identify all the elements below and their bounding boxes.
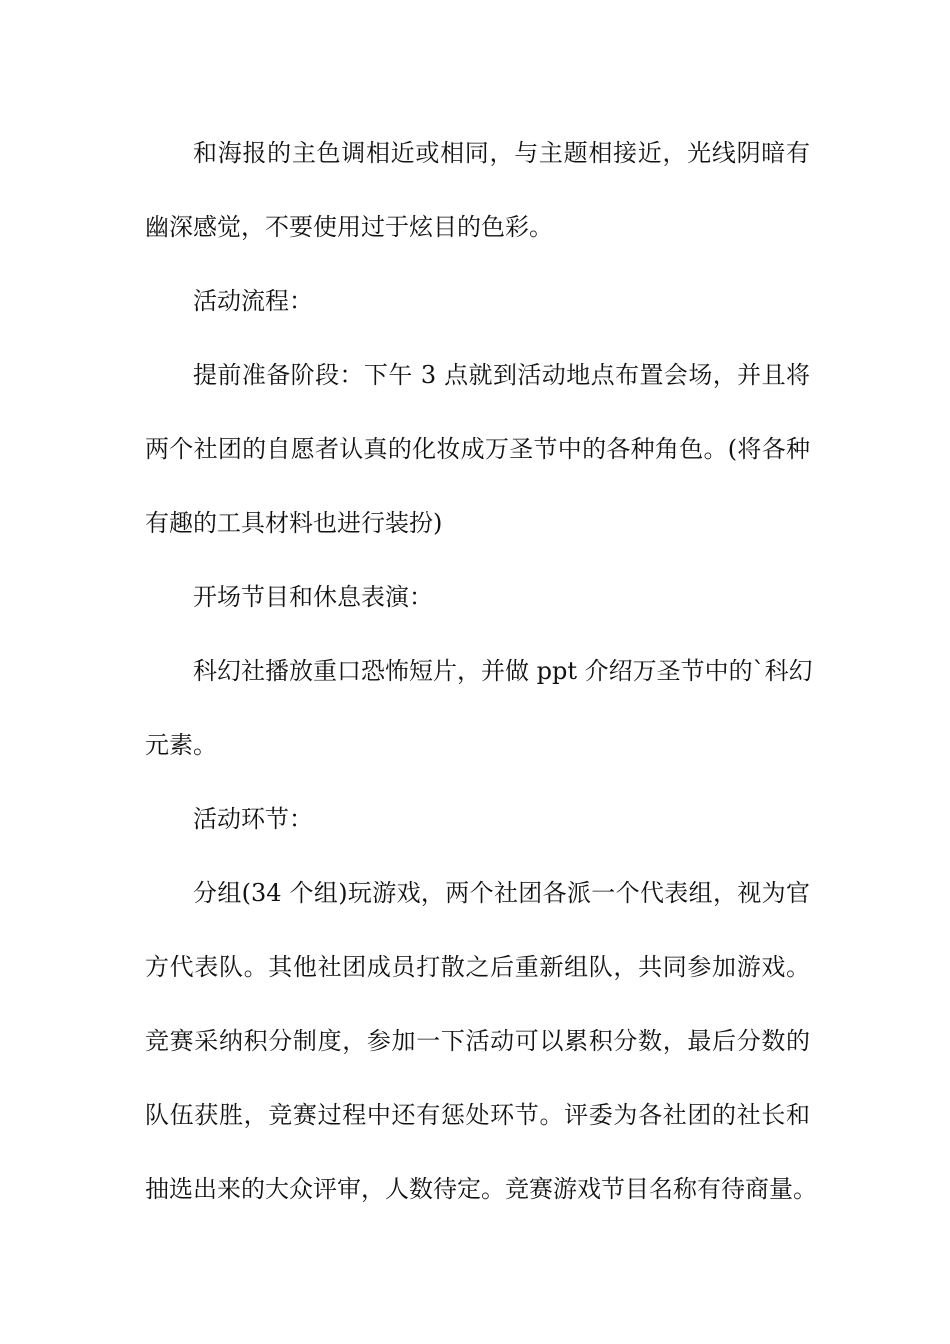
- paragraph-line: 分组(34 个组)玩游戏，两个社团各派一个代表组，视为官: [193, 879, 810, 907]
- section-heading: 开场节目和休息表演：: [193, 583, 433, 611]
- paragraph-line: 方代表队。其他社团成员打散之后重新组队，共同参加游戏。: [145, 953, 810, 981]
- paragraph-line: 有趣的工具材料也进行装扮): [145, 509, 443, 537]
- paragraph-line: 抽选出来的大众评审，人数待定。竞赛游戏节目名称有待商量。: [145, 1175, 817, 1203]
- paragraph-line: 两个社团的自愿者认真的化妆成万圣节中的各种角色。(将各种: [145, 435, 810, 463]
- paragraph-line: 竞赛采纳积分制度，参加一下活动可以累积分数，最后分数的: [145, 1027, 810, 1055]
- paragraph-line: 元素。: [145, 731, 217, 759]
- paragraph-line: 幽深感觉，不要使用过于炫目的色彩。: [145, 213, 553, 241]
- section-heading: 活动流程：: [193, 287, 313, 315]
- section-heading: 活动环节：: [193, 805, 313, 833]
- paragraph-line: 队伍获胜，竞赛过程中还有惩处环节。评委为各社团的社长和: [145, 1101, 810, 1129]
- paragraph-line: 提前准备阶段：下午 3 点就到活动地点布置会场，并且将: [193, 361, 810, 389]
- paragraph-line: 和海报的主色调相近或相同，与主题相接近，光线阴暗有: [193, 139, 810, 167]
- paragraph-line: 科幻社播放重口恐怖短片，并做 ppt 介绍万圣节中的`科幻: [193, 657, 813, 685]
